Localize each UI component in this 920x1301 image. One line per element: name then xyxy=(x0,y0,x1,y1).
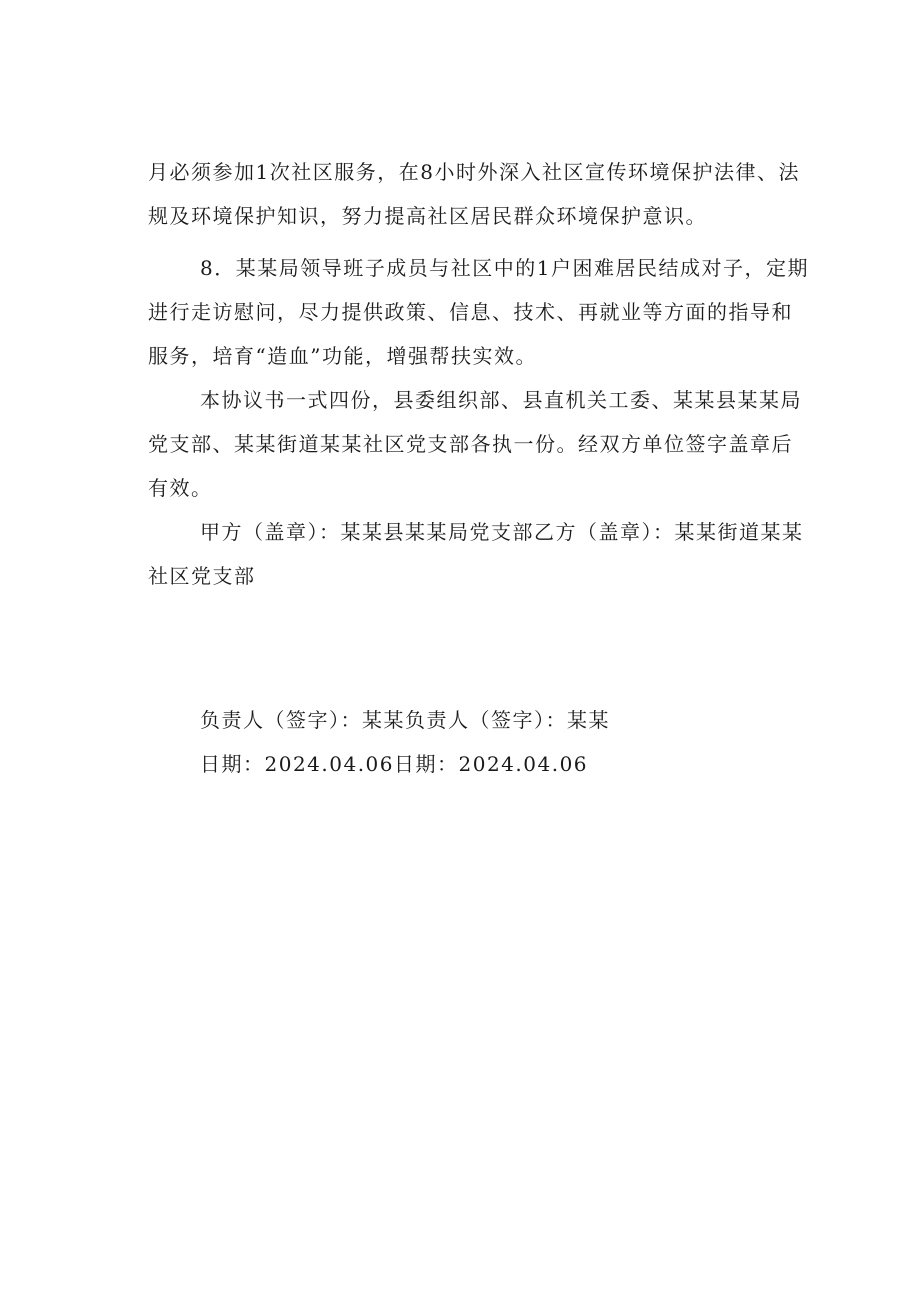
signature-gap xyxy=(148,598,813,698)
document-body xyxy=(148,150,813,786)
paragraph-parties-seal: 甲方（盖章）：某某县某某局党支部乙方（盖章）：某某街道某某社区党支部 xyxy=(148,520,804,588)
paragraph-agreement-copies: 本协议书一式四份，县委组织部、县直机关工委、某某县某某局党支部、某某街道某某社区党支部各执一份。经双方单位签字盖章后有效。 xyxy=(148,388,802,500)
paragraph-gap xyxy=(148,238,813,246)
paragraph-community-service: 月必须参加1次社区服务，在8小时外深入社区宣传环境保护法律、法规及环境保护知识，努力提高社区居民群众环境保护意识。 xyxy=(148,160,800,228)
signature-responsible-line: 负责人（签字）：某某负责人（签字）：某某 xyxy=(200,708,610,732)
paragraph-item-8: 8．某某局领导班子成员与社区中的1户困难居民结成对子，定期进行走访慰问，尽力提供政策、信息、技术、再就业等方面的指导和服务，培育“造血”功能，增强帮扶实效。 xyxy=(148,256,809,368)
signature-date-line: 日期：2024.04.06日期：2024.04.06 xyxy=(200,752,589,776)
